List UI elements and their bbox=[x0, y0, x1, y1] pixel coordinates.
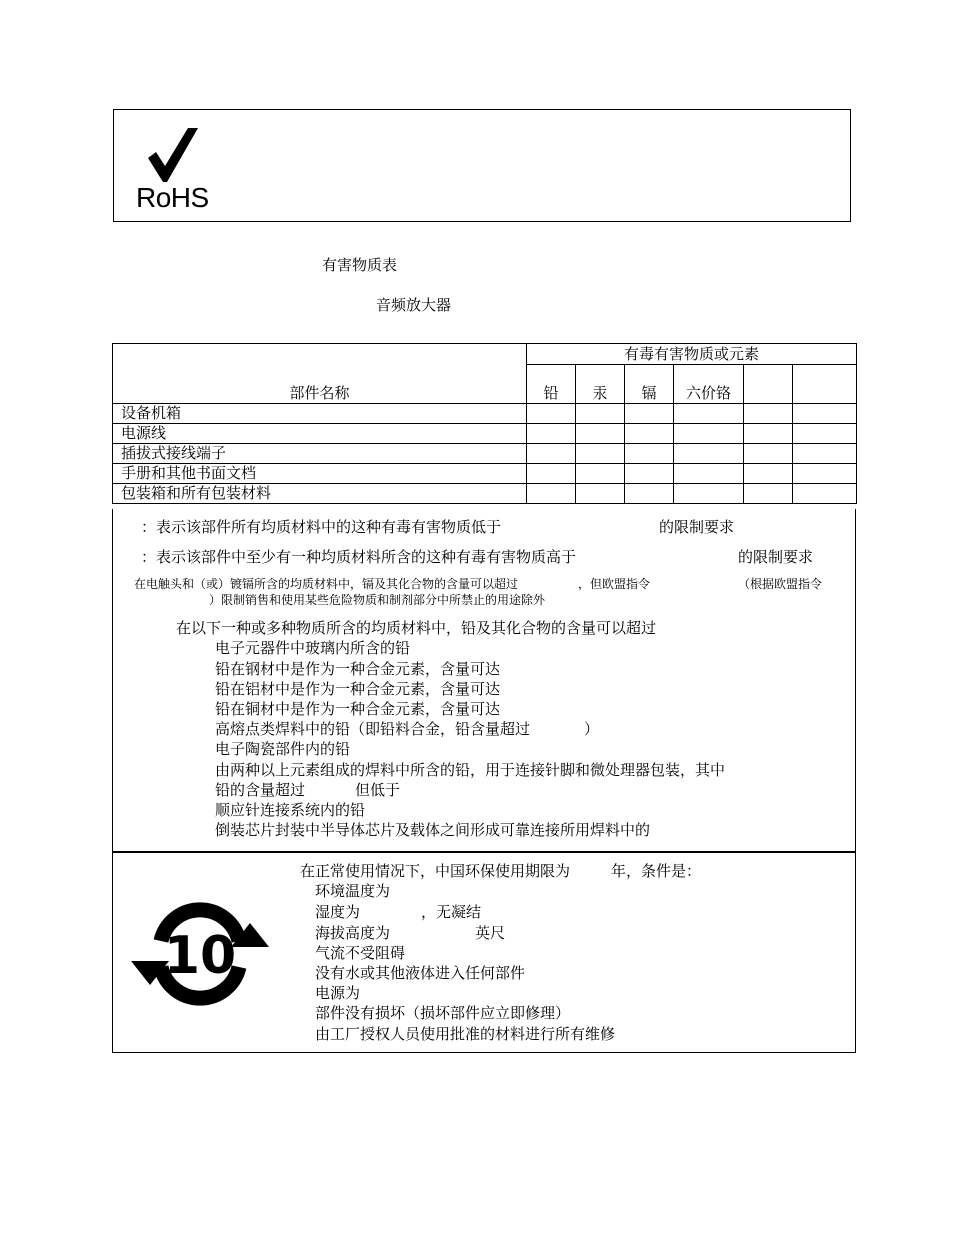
legend-o-text: ：表示该部件所有均质材料中的这种有毒有害物质低于 bbox=[141, 518, 502, 536]
cadmium-note: 在电触头和（或）镀镉所含的均质材料中，镉及其化合物的含量可以超过 bbox=[134, 577, 519, 591]
env-use-period-section bbox=[112, 852, 856, 1053]
table-cell bbox=[793, 464, 857, 484]
part-name-cell: 插拔式接线端子 bbox=[113, 444, 527, 464]
table-cell bbox=[625, 484, 674, 504]
substance-table bbox=[112, 343, 857, 504]
table-cell bbox=[625, 464, 674, 484]
legend-x-suffix: 的限制要求 bbox=[738, 548, 814, 566]
table-cell bbox=[793, 404, 857, 424]
lead-item-below: 但低于 bbox=[355, 781, 401, 799]
lead-item-paren: ） bbox=[584, 720, 600, 738]
table-cell bbox=[744, 444, 793, 464]
env-condition: 电源为 bbox=[315, 984, 361, 1002]
part-name-cell: 手册和其他书面文档 bbox=[113, 464, 527, 484]
table-cell bbox=[527, 424, 576, 444]
lead-item: 铅在钢材中是作为一种合金元素，含量可达 bbox=[215, 660, 501, 678]
substance-group-header: 有毒有害物质或元素 bbox=[527, 344, 857, 365]
epup-number: 10 bbox=[163, 926, 237, 986]
element-header-lead: 铅 bbox=[527, 365, 576, 404]
table-cell bbox=[625, 404, 674, 424]
lead-item: 电子陶瓷部件内的铅 bbox=[215, 740, 351, 758]
lead-item: 高熔点类焊料中的铅（即铅料合金，铅含量超过 bbox=[215, 720, 531, 738]
table-cell bbox=[793, 444, 857, 464]
table-cell bbox=[744, 484, 793, 504]
env-intro-suffix: 年，条件是： bbox=[611, 862, 702, 880]
env-condition-suffix: 英尺 bbox=[475, 924, 506, 942]
lead-item: 倒装芯片封装中半导体芯片及载体之间形成可靠连接所用焊料中的 bbox=[215, 821, 651, 839]
table-cell bbox=[576, 424, 625, 444]
env-condition: 由工厂授权人员使用批准的材料进行所有维修 bbox=[315, 1025, 616, 1043]
table-cell bbox=[625, 444, 674, 464]
table-cell bbox=[744, 404, 793, 424]
cadmium-note-eu-ref: （根据欧盟指令 bbox=[738, 577, 823, 591]
env-condition: 环境温度为 bbox=[315, 882, 391, 900]
element-header-mercury: 汞 bbox=[576, 365, 625, 404]
table-cell bbox=[674, 484, 744, 504]
table-cell bbox=[674, 444, 744, 464]
table-cell bbox=[674, 424, 744, 444]
table-cell bbox=[576, 404, 625, 424]
cadmium-note-eu: ，但欧盟指令 bbox=[578, 577, 651, 591]
document-title: 有害物质表 bbox=[322, 256, 398, 274]
env-condition: 海拔高度为 bbox=[315, 924, 391, 942]
legend-x-text: ：表示该部件中至少有一种均质材料所含的这种有毒有害物质高于 bbox=[141, 548, 577, 566]
table-cell bbox=[625, 424, 674, 444]
checkmark-icon bbox=[144, 126, 204, 184]
epup-recycle-icon bbox=[131, 893, 269, 1015]
lead-intro: 在以下一种或多种物质所含的均质材料中，铅及其化合物的含量可以超过 bbox=[176, 619, 657, 637]
table-cell bbox=[527, 404, 576, 424]
table-cell bbox=[744, 464, 793, 484]
lead-item: 铅在铝材中是作为一种合金元素，含量可达 bbox=[215, 680, 501, 698]
element-header-blank-2 bbox=[793, 365, 857, 404]
env-intro: 在正常使用情况下，中国环保使用期限为 bbox=[300, 862, 571, 880]
table-cell bbox=[744, 424, 793, 444]
lead-item: 由两种以上元素组成的焊料中所含的铅，用于连接针脚和微处理器包装，其中 bbox=[215, 761, 726, 779]
lead-item: 铅的含量超过 bbox=[215, 781, 306, 799]
notes-section bbox=[112, 509, 856, 852]
cadmium-note-exception: ）限制销售和使用某些危险物质和制剂部分中所禁止的用途除外 bbox=[209, 593, 546, 607]
element-header-blank-1 bbox=[744, 365, 793, 404]
table-cell bbox=[793, 424, 857, 444]
env-condition: 没有水或其他液体进入任何部件 bbox=[315, 964, 526, 982]
env-condition-suffix: ，无凝结 bbox=[421, 903, 482, 921]
document-subtitle: 音频放大器 bbox=[376, 296, 452, 314]
env-condition: 气流不受阻碍 bbox=[315, 944, 406, 962]
table-row bbox=[113, 424, 857, 444]
legend-o-suffix: 的限制要求 bbox=[659, 518, 735, 536]
lead-item: 电子元器件中玻璃内所含的铅 bbox=[215, 639, 411, 657]
element-header-chromium: 六价铬 bbox=[674, 365, 744, 404]
table-cell bbox=[527, 484, 576, 504]
element-header-cadmium: 镉 bbox=[625, 365, 674, 404]
table-cell bbox=[674, 404, 744, 424]
part-name-cell: 电源线 bbox=[113, 424, 527, 444]
table-cell bbox=[576, 464, 625, 484]
table-row bbox=[113, 404, 857, 424]
part-name-header: 部件名称 bbox=[113, 344, 527, 404]
rohs-label: RoHS bbox=[136, 182, 209, 213]
table-cell bbox=[527, 464, 576, 484]
part-name-cell: 设备机箱 bbox=[113, 404, 527, 424]
table-row bbox=[113, 464, 857, 484]
lead-item: 顺应针连接系统内的铅 bbox=[215, 801, 366, 819]
table-cell bbox=[674, 464, 744, 484]
part-name-cell: 包装箱和所有包装材料 bbox=[113, 484, 527, 504]
table-cell bbox=[576, 484, 625, 504]
rohs-logo-box bbox=[113, 109, 851, 222]
table-cell bbox=[793, 484, 857, 504]
table-cell bbox=[527, 444, 576, 464]
env-condition: 部件没有损坏（损坏部件应立即修理） bbox=[315, 1004, 571, 1022]
table-row bbox=[113, 444, 857, 464]
table-row bbox=[113, 484, 857, 504]
env-condition: 湿度为 bbox=[315, 903, 361, 921]
table-cell bbox=[576, 444, 625, 464]
lead-item: 铅在铜材中是作为一种合金元素，含量可达 bbox=[215, 700, 501, 718]
